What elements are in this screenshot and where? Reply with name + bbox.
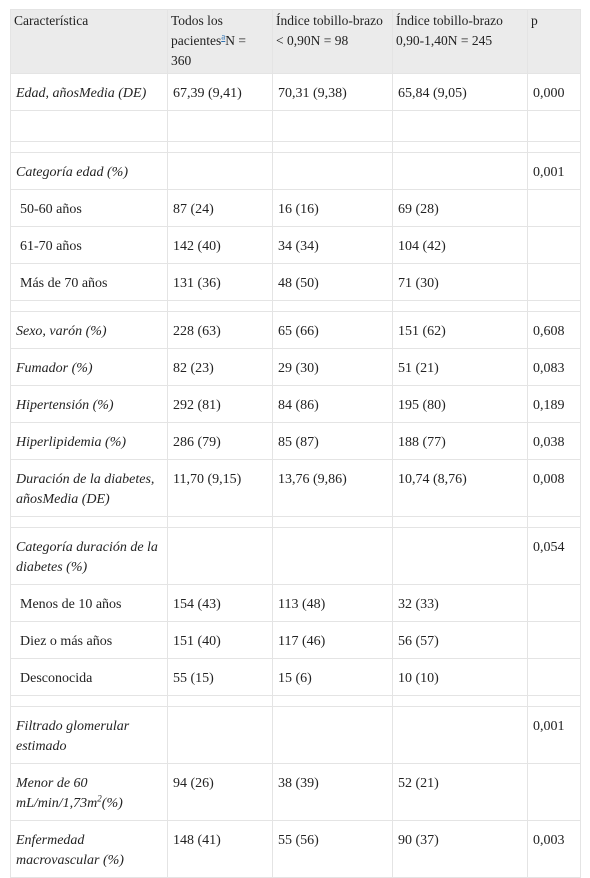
table-row — [11, 312, 581, 349]
header-abi-normal: Índice tobillo-brazo 0,90-1,40N = 245 — [393, 10, 528, 74]
row-label: Filtrado glomerular estimado — [11, 707, 168, 764]
cell-norm: 71 (30) — [393, 264, 528, 301]
cell-low — [273, 528, 393, 585]
table-row — [11, 153, 581, 190]
cell-all: 82 (23) — [168, 349, 273, 386]
cell-low: 13,76 (9,86) — [273, 460, 393, 517]
cell-p: 0,001 — [528, 153, 581, 190]
row-label: 61-70 años — [11, 227, 168, 264]
cell-all: 228 (63) — [168, 312, 273, 349]
header-all-patients-n: N = 360 — [171, 33, 246, 68]
cell-p: 0,003 — [528, 821, 581, 878]
cell-p — [528, 622, 581, 659]
cell-low: 85 (87) — [273, 423, 393, 460]
cell-low: 29 (30) — [273, 349, 393, 386]
table-row — [11, 386, 581, 423]
cell-norm — [393, 707, 528, 764]
cell-p: 0,608 — [528, 312, 581, 349]
cell-low: 34 (34) — [273, 227, 393, 264]
cell-all — [168, 153, 273, 190]
cell-p: 0,189 — [528, 386, 581, 423]
cell-norm: 10 (10) — [393, 659, 528, 696]
cell-norm: 195 (80) — [393, 386, 528, 423]
cell-low: 113 (48) — [273, 585, 393, 622]
row-label: Fumador (%) — [11, 349, 168, 386]
table-row — [11, 423, 581, 460]
cell-all: 55 (15) — [168, 659, 273, 696]
characteristics-table — [10, 9, 581, 878]
table-row — [11, 460, 581, 517]
cell-p — [528, 227, 581, 264]
spacer-row — [11, 111, 581, 142]
cell-all: 11,70 (9,15) — [168, 460, 273, 517]
table-row — [11, 190, 581, 227]
spacer-row — [11, 696, 581, 707]
spacer-row — [11, 517, 581, 528]
row-label — [11, 764, 168, 821]
table-row — [11, 528, 581, 585]
spacer-row — [11, 301, 581, 312]
cell-low: 65 (66) — [273, 312, 393, 349]
cell-p: 0,083 — [528, 349, 581, 386]
cell-norm: 52 (21) — [393, 764, 528, 821]
cell-low: 38 (39) — [273, 764, 393, 821]
cell-all: 87 (24) — [168, 190, 273, 227]
header-all-patients-text: Todos los pacientes — [171, 13, 223, 48]
row-label: Duración de la diabetes, añosMedia (DE) — [11, 460, 168, 517]
footnote-link[interactable]: a — [221, 31, 226, 42]
cell-low: 55 (56) — [273, 821, 393, 878]
cell-low: 84 (86) — [273, 386, 393, 423]
cell-low — [273, 153, 393, 190]
cell-p — [528, 264, 581, 301]
cell-p — [528, 585, 581, 622]
cell-low: 70,31 (9,38) — [273, 74, 393, 111]
row-label-sup: 2 — [97, 793, 102, 804]
row-label-text: Menor de 60 mL/min/1,73m — [16, 776, 98, 811]
table-row — [11, 659, 581, 696]
table-row — [11, 764, 581, 821]
row-label: Sexo, varón (%) — [11, 312, 168, 349]
header-abi-low: Índice tobillo-brazo < 0,90N = 98 — [273, 10, 393, 74]
table-row — [11, 264, 581, 301]
table-row — [11, 707, 581, 764]
spacer-row — [11, 142, 581, 153]
header-all-patients — [168, 10, 273, 74]
cell-norm: 69 (28) — [393, 190, 528, 227]
cell-all: 131 (36) — [168, 264, 273, 301]
cell-norm: 151 (62) — [393, 312, 528, 349]
row-label: Diez o más años — [11, 622, 168, 659]
cell-norm: 32 (33) — [393, 585, 528, 622]
row-label: Edad, añosMedia (DE) — [11, 74, 168, 111]
cell-all — [168, 707, 273, 764]
row-label: Categoría edad (%) — [11, 153, 168, 190]
cell-norm — [393, 528, 528, 585]
table-row — [11, 227, 581, 264]
header-p: p — [528, 10, 581, 74]
cell-p: 0,000 — [528, 74, 581, 111]
cell-low: 15 (6) — [273, 659, 393, 696]
cell-all — [168, 528, 273, 585]
cell-low — [273, 707, 393, 764]
table-row — [11, 821, 581, 878]
cell-p: 0,008 — [528, 460, 581, 517]
row-label-unit: (%) — [101, 796, 123, 811]
cell-low: 117 (46) — [273, 622, 393, 659]
cell-all: 142 (40) — [168, 227, 273, 264]
cell-all: 148 (41) — [168, 821, 273, 878]
header-characteristic: Característica — [11, 10, 168, 74]
cell-all: 154 (43) — [168, 585, 273, 622]
cell-norm: 56 (57) — [393, 622, 528, 659]
cell-norm: 104 (42) — [393, 227, 528, 264]
row-label: Desconocida — [11, 659, 168, 696]
cell-p: 0,054 — [528, 528, 581, 585]
cell-norm: 65,84 (9,05) — [393, 74, 528, 111]
row-label: Hipertensión (%) — [11, 386, 168, 423]
cell-all: 94 (26) — [168, 764, 273, 821]
cell-norm — [393, 153, 528, 190]
header-row — [11, 10, 581, 74]
row-label: Menos de 10 años — [11, 585, 168, 622]
cell-all: 292 (81) — [168, 386, 273, 423]
row-label: Categoría duración de la diabetes (%) — [11, 528, 168, 585]
row-label: 50-60 años — [11, 190, 168, 227]
table-row — [11, 585, 581, 622]
cell-p — [528, 764, 581, 821]
cell-low: 16 (16) — [273, 190, 393, 227]
row-label: Enfermedad macrovascular (%) — [11, 821, 168, 878]
cell-p: 0,038 — [528, 423, 581, 460]
cell-all: 286 (79) — [168, 423, 273, 460]
table-row — [11, 74, 581, 111]
cell-norm: 188 (77) — [393, 423, 528, 460]
cell-p — [528, 659, 581, 696]
table-row — [11, 349, 581, 386]
row-label: Hiperlipidemia (%) — [11, 423, 168, 460]
cell-all: 67,39 (9,41) — [168, 74, 273, 111]
cell-p: 0,001 — [528, 707, 581, 764]
table-row — [11, 622, 581, 659]
cell-p — [528, 190, 581, 227]
cell-low: 48 (50) — [273, 264, 393, 301]
cell-norm: 10,74 (8,76) — [393, 460, 528, 517]
cell-norm: 51 (21) — [393, 349, 528, 386]
cell-norm: 90 (37) — [393, 821, 528, 878]
row-label: Más de 70 años — [11, 264, 168, 301]
cell-all: 151 (40) — [168, 622, 273, 659]
